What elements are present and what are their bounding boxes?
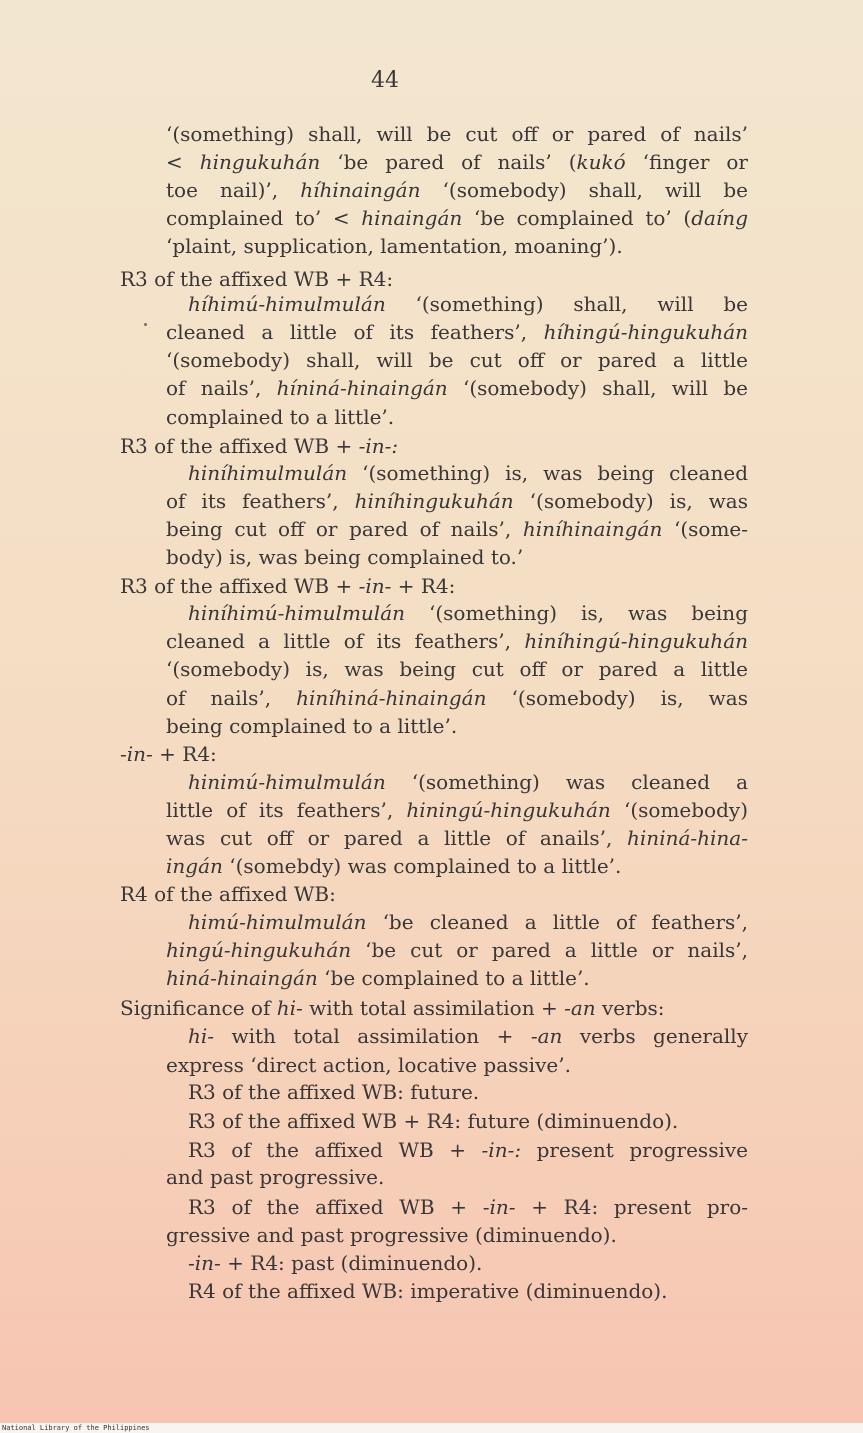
text-run: ‘finger or xyxy=(625,150,748,174)
text-run: of nails’, xyxy=(166,376,277,400)
text-line xyxy=(188,1022,748,1050)
italic-term: hiníhingú-hingukuhán xyxy=(524,629,748,653)
text-run: little of its feathers’, xyxy=(166,798,407,822)
text-line xyxy=(188,1277,667,1305)
text-line xyxy=(166,120,748,148)
text-line xyxy=(120,572,455,600)
italic-term: hiníhimú-himulmulán xyxy=(188,601,406,625)
text-line xyxy=(120,432,398,460)
italic-term: hi- xyxy=(276,996,303,1020)
text-run: verbs generally xyxy=(562,1024,748,1048)
text-run: ‘(something) is, was being cleaned xyxy=(347,461,748,485)
text-run: ‘(something) was cleaned a xyxy=(385,770,748,794)
text-line xyxy=(166,824,748,852)
text-run: ‘(somebody) shall, will be xyxy=(420,178,749,202)
text-run: ‘(somebody) is, was xyxy=(486,686,748,710)
text-line xyxy=(188,599,748,627)
italic-term: hi- xyxy=(188,1024,215,1048)
text-line xyxy=(166,936,748,964)
text-line xyxy=(166,1221,617,1249)
text-run: ‘(something) shall, will be xyxy=(385,292,748,316)
text-line xyxy=(166,684,748,712)
text-line xyxy=(188,1107,678,1135)
italic-term: -in- xyxy=(482,1195,516,1219)
text-run: R3 of the affixed WB + R4: xyxy=(120,267,394,291)
text-run: + R4: xyxy=(152,742,217,766)
text-run: ‘be cleaned a little of feathers’, xyxy=(366,910,748,934)
text-run: ‘(something) shall, will be cut off or pared of nails’ xyxy=(166,122,748,146)
italic-term: hinaingán xyxy=(361,206,463,230)
text-run: present progressive xyxy=(521,1138,748,1162)
text-run: R3 of the affixed WB: future. xyxy=(188,1080,480,1104)
text-run: ‘(some- xyxy=(662,517,748,541)
italic-term: -in- xyxy=(358,574,392,598)
italic-term: híhimú-himulmulán xyxy=(188,292,386,316)
italic-term: daíng xyxy=(691,206,748,230)
text-run: toe nail)’, xyxy=(166,178,301,202)
italic-term: -in- xyxy=(188,1251,221,1275)
text-run: + R4: past (diminuendo). xyxy=(220,1251,483,1275)
text-line xyxy=(166,374,748,402)
italic-term: hiníhiná-hinaingán xyxy=(296,686,487,710)
italic-term: híhinaingán xyxy=(300,178,421,202)
text-run: being cut off or pared of nails’, xyxy=(166,517,523,541)
text-run: ‘(somebdy) was complained to a little’. xyxy=(222,854,622,878)
italic-term: híhingú-hingukuhán xyxy=(543,320,748,344)
text-run: ‘be complained to’ ( xyxy=(462,206,692,230)
text-line xyxy=(166,232,623,260)
text-run: cleaned a little of its feathers’, xyxy=(166,320,544,344)
text-run: Significance of xyxy=(120,996,277,1020)
text-line xyxy=(166,403,394,431)
text-run: and past progressive. xyxy=(166,1165,385,1189)
text-line xyxy=(166,655,748,683)
text-line xyxy=(166,148,748,176)
italic-term: ingán xyxy=(166,854,223,878)
italic-term: hiníhingukuhán xyxy=(354,489,514,513)
text-line xyxy=(166,1051,571,1079)
text-run: R4 of the affixed WB: xyxy=(120,882,336,906)
text-run: < xyxy=(166,150,200,174)
text-run: ‘be cut or pared a little or nails’, xyxy=(351,938,748,962)
italic-term: -in- xyxy=(120,742,153,766)
text-line xyxy=(166,204,748,232)
text-run: R3 of the affixed WB + xyxy=(120,434,359,458)
text-line xyxy=(166,487,748,515)
text-run: express ‘direct action, locative passive’. xyxy=(166,1053,571,1077)
text-line xyxy=(188,1136,748,1164)
text-line xyxy=(188,1193,748,1221)
text-line xyxy=(166,176,748,204)
text-run: was cut off or pared a little of anails’, xyxy=(166,826,628,850)
text-line xyxy=(188,1249,482,1277)
text-run: ‘(somebody) shall, will be xyxy=(447,376,749,400)
text-run: + R4: xyxy=(391,574,456,598)
text-line xyxy=(188,908,748,936)
italic-term: hiníhimulmulán xyxy=(188,461,348,485)
text-line xyxy=(166,543,523,571)
text-line xyxy=(166,796,748,824)
text-run: ‘plaint, supplication, lamentation, moaning’). xyxy=(166,234,623,258)
text-line xyxy=(166,627,748,655)
italic-term: hinimú-himulmulán xyxy=(188,770,386,794)
text-line xyxy=(166,318,748,346)
italic-term: hiná-hinaingán xyxy=(166,966,318,990)
text-line xyxy=(188,290,748,318)
text-line xyxy=(166,852,621,880)
italic-term: híniná-hinaingán xyxy=(276,376,448,400)
text-run: complained to a little’. xyxy=(166,405,395,429)
italic-term: -in-: xyxy=(358,434,399,458)
page-number: 44 xyxy=(371,68,399,93)
text-line xyxy=(166,515,748,543)
text-line xyxy=(188,459,748,487)
text-run: ‘(somebody) is, was xyxy=(513,489,748,513)
text-run: R3 of the affixed WB + xyxy=(188,1195,483,1219)
italic-term: hingú-hingukuhán xyxy=(166,938,352,962)
text-line xyxy=(166,1163,384,1191)
ink-speck xyxy=(144,323,147,326)
text-run: ‘be complained to a little’. xyxy=(317,966,590,990)
text-run: ‘(somebody) xyxy=(610,798,749,822)
italic-term: hiníhinaingán xyxy=(522,517,663,541)
text-line xyxy=(120,880,336,908)
text-run: R3 of the affixed WB + xyxy=(120,574,359,598)
text-run: R3 of the affixed WB + R4: future (diminuendo). xyxy=(188,1109,679,1133)
text-line xyxy=(188,768,748,796)
text-run: R3 of the affixed WB + xyxy=(188,1138,482,1162)
text-run: with total assimilation + xyxy=(302,996,565,1020)
text-run: gressive and past progressive (diminuendo). xyxy=(166,1223,617,1247)
text-run: R4 of the affixed WB: imperative (diminuendo). xyxy=(188,1279,668,1303)
italic-term: himú-himulmulán xyxy=(188,910,367,934)
text-line xyxy=(120,740,217,768)
italic-term: hingukuhán xyxy=(199,150,321,174)
italic-term: -an xyxy=(564,996,596,1020)
text-run: + R4: present pro- xyxy=(515,1195,748,1219)
text-line xyxy=(166,712,457,740)
text-run: complained to’ < xyxy=(166,206,362,230)
text-run: ‘be pared of nails’ ( xyxy=(320,150,577,174)
text-run: being complained to a little’. xyxy=(166,714,458,738)
italic-term: -in-: xyxy=(481,1138,522,1162)
text-line xyxy=(166,964,590,992)
italic-term: hininá-hina- xyxy=(627,826,748,850)
text-run: with total assimilation + xyxy=(214,1024,531,1048)
text-line xyxy=(120,994,665,1022)
text-run: body) is, was being complained to.’ xyxy=(166,545,524,569)
italic-term: hiningú-hingukuhán xyxy=(406,798,611,822)
text-line xyxy=(188,1078,479,1106)
text-run: of its feathers’, xyxy=(166,489,355,513)
italic-term: kukó xyxy=(576,150,626,174)
text-line xyxy=(166,346,748,374)
text-run: verbs: xyxy=(595,996,665,1020)
text-run: of nails’, xyxy=(166,686,297,710)
italic-term: -an xyxy=(530,1024,563,1048)
library-footer: National Library of the Philippines xyxy=(0,1423,863,1433)
text-run: cleaned a little of its feathers’, xyxy=(166,629,525,653)
text-line xyxy=(120,265,393,293)
text-run: ‘(something) is, was being xyxy=(405,601,748,625)
text-run: ‘(somebody) shall, will be cut off or pared a little xyxy=(166,348,748,372)
text-run: ‘(somebody) is, was being cut off or pared a little xyxy=(166,657,748,681)
